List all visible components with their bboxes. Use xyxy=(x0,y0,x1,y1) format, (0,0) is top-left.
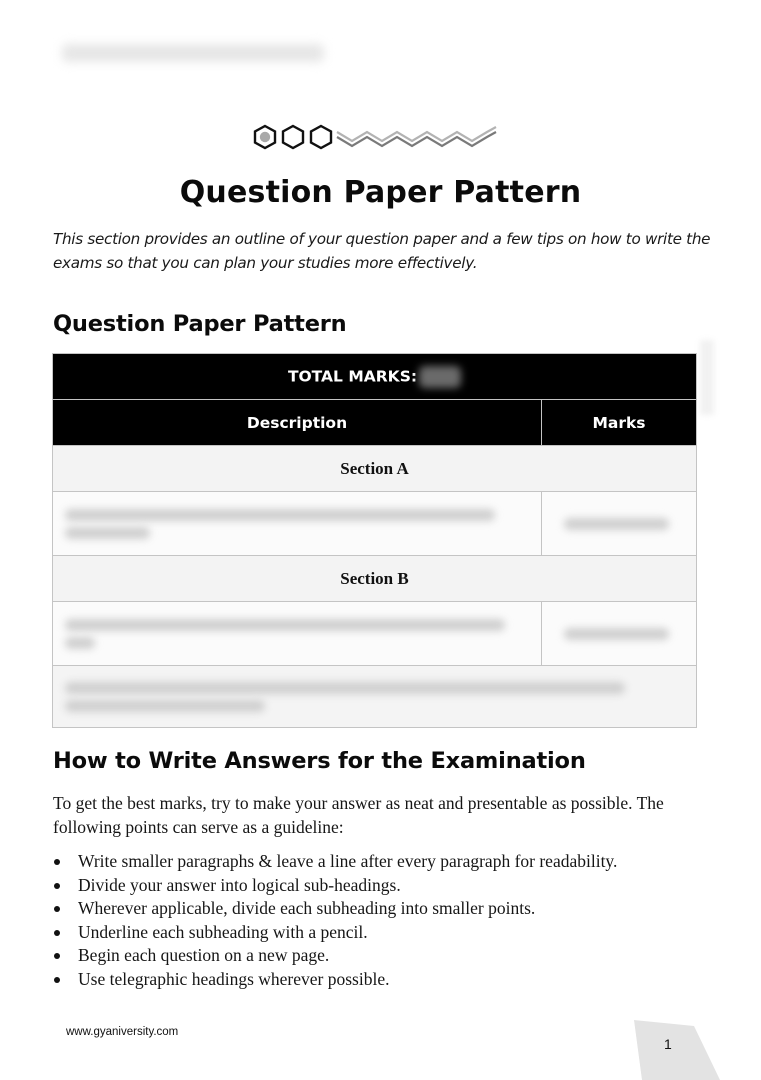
marks-cell-redacted xyxy=(542,492,697,556)
list-item: Divide your answer into logical sub-headings. xyxy=(53,874,733,898)
total-marks-value-redacted xyxy=(419,366,461,388)
table-note-row xyxy=(53,666,697,728)
list-item: Use telegraphic headings wherever possible. xyxy=(53,968,733,992)
total-marks-cell xyxy=(53,354,697,400)
section-heading-pattern: Question Paper Pattern xyxy=(53,311,347,337)
section-a-label: Section A xyxy=(53,446,697,492)
list-item: Wherever applicable, divide each subheading into smaller points. xyxy=(53,897,733,921)
list-item: Underline each subheading with a pencil. xyxy=(53,921,733,945)
marks-cell-redacted xyxy=(542,602,697,666)
howto-intro-paragraph: To get the best marks, try to make your answer as neat and presentable as possible. The following points can serve as a guideline: xyxy=(53,793,664,837)
redacted-margin-mark xyxy=(700,340,714,415)
hexagon-filled-icon xyxy=(255,126,275,148)
total-marks-label: TOTAL MARKS: xyxy=(287,367,418,385)
page-title: Question Paper Pattern xyxy=(179,175,582,210)
guideline-list xyxy=(53,850,733,991)
page-number-tab-shape xyxy=(632,1018,720,1080)
intro-paragraph: This section provides an outline of your question paper and a few tips on how to write the exams so that you can plan your studies more effectively. xyxy=(53,230,711,272)
total-marks-row xyxy=(53,354,697,400)
table-row xyxy=(53,492,697,556)
section-a-row xyxy=(53,446,697,492)
list-item: Begin each question on a new page. xyxy=(53,944,733,968)
table-row xyxy=(53,602,697,666)
decorative-ornament xyxy=(252,118,497,154)
description-cell-redacted xyxy=(53,492,542,556)
section-heading-howto: How to Write Answers for the Examination xyxy=(53,748,586,774)
hexagon-icon xyxy=(283,126,303,148)
page-number: 1 xyxy=(664,1036,672,1052)
section-b-row xyxy=(53,556,697,602)
zigzag-icon xyxy=(337,127,496,146)
column-header-marks: Marks xyxy=(542,400,697,446)
note-cell-redacted xyxy=(53,666,697,728)
running-header-redacted xyxy=(62,44,324,62)
section-b-label: Section B xyxy=(53,556,697,602)
question-pattern-table xyxy=(52,353,697,728)
list-item: Write smaller paragraphs & leave a line after every paragraph for readability. xyxy=(53,850,733,874)
footer-website-link[interactable]: www.gyaniversity.com xyxy=(66,1026,179,1038)
hexagon-icon xyxy=(311,126,331,148)
column-header-description: Description xyxy=(53,400,542,446)
description-cell-redacted xyxy=(53,602,542,666)
column-header-row xyxy=(53,400,697,446)
